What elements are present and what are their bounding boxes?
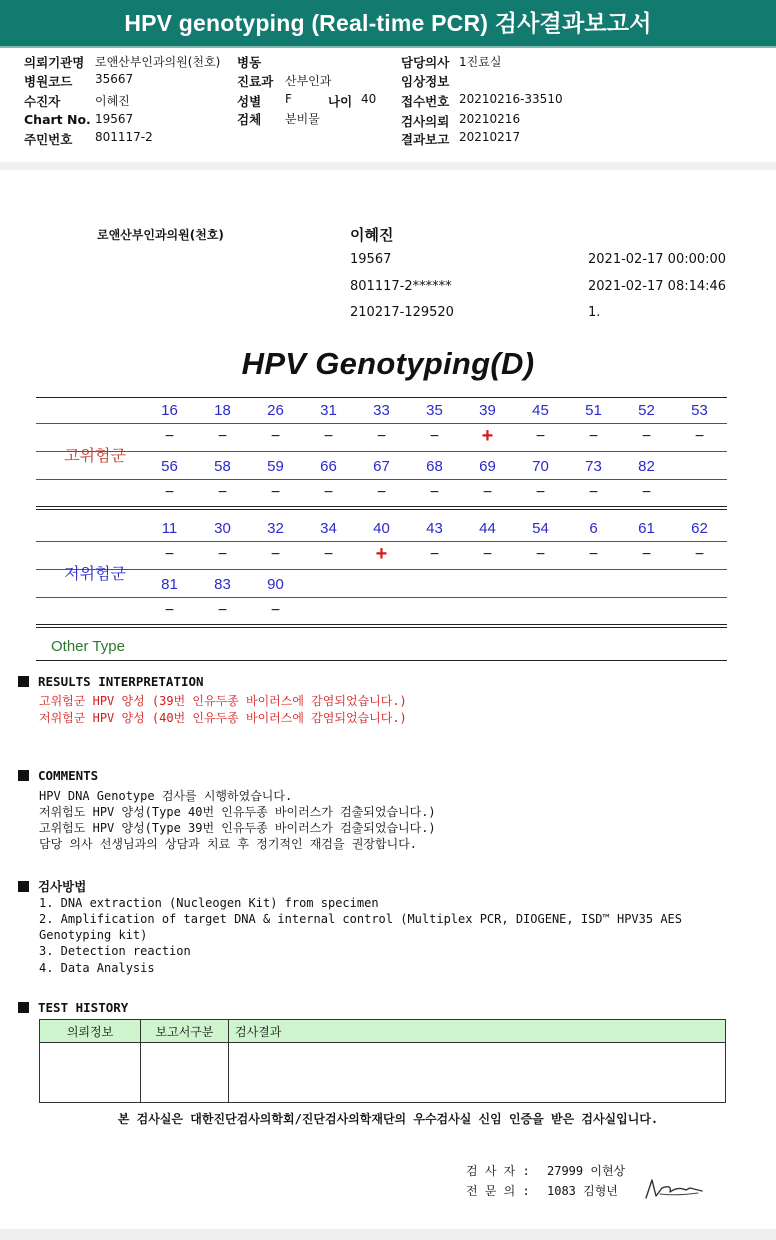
certification-note: 본 검사실은 대한진단검사의학회/진단검사의학재단의 우수검사실 신임 인증을 받은 검사실입니다. bbox=[117, 1112, 659, 1126]
high-risk-type-cell: 66 bbox=[320, 458, 337, 475]
low-risk-type-cell: 43 bbox=[426, 520, 443, 537]
low-risk-negative-result: − bbox=[323, 546, 334, 563]
other-type-line bbox=[36, 660, 727, 661]
high-risk-type-cell: 56 bbox=[161, 458, 178, 475]
high-risk-type-cell: 45 bbox=[532, 402, 549, 419]
high-risk-type-cell: 51 bbox=[585, 402, 602, 419]
signature-value-tester: 27999 이현상 bbox=[547, 1164, 626, 1178]
method-line: 1. DNA extraction (Nucleogen Kit) from specimen bbox=[39, 896, 379, 910]
method-line: 2. Amplification of target DNA & internal control (Multiplex PCR, DIOGENE, ISD™ HPV35 AES bbox=[39, 912, 682, 926]
comment-line: 담당 의사 선생님과의 상담과 치료 후 정기적인 재검을 권장합니다. bbox=[39, 837, 418, 851]
comments-heading-row bbox=[18, 768, 98, 783]
hdr-label-hospital-code: 병원코드 bbox=[24, 74, 73, 89]
low-risk-negative-result: − bbox=[429, 546, 440, 563]
low-risk-type-cell: 11 bbox=[161, 520, 178, 537]
patient-sample-no: 210217-129520 bbox=[350, 305, 454, 320]
signature-label-specialist: 전 문 의 : bbox=[466, 1184, 530, 1198]
grid-group-divider bbox=[36, 506, 727, 510]
low-risk-negative-result: − bbox=[217, 546, 228, 563]
hdr-val-hospital-code: 35667 bbox=[95, 72, 134, 86]
high-risk-type-cell: 35 bbox=[426, 402, 443, 419]
history-heading: TEST HISTORY bbox=[38, 1000, 129, 1015]
grid-line bbox=[36, 597, 727, 598]
header-separator bbox=[0, 162, 776, 170]
high-risk-negative-result: − bbox=[323, 484, 334, 501]
hdr-val-receipt-no: 20210216-33510 bbox=[459, 92, 563, 106]
low-risk-type-cell: 81 bbox=[161, 576, 178, 593]
high-risk-type-cell: 33 bbox=[373, 402, 390, 419]
low-risk-negative-result: − bbox=[641, 546, 652, 563]
history-header-row bbox=[40, 1020, 726, 1043]
low-risk-type-cell: 62 bbox=[691, 520, 708, 537]
method-heading: 검사방법 bbox=[38, 879, 87, 894]
signature-value-specialist: 1083 김형년 bbox=[547, 1184, 618, 1198]
high-risk-negative-result: − bbox=[535, 484, 546, 501]
hdr-val-dept: 산부인과 bbox=[285, 74, 332, 88]
hdr-label-sex: 성별 bbox=[237, 94, 262, 109]
high-risk-type-cell: 16 bbox=[161, 402, 178, 419]
hdr-label-doctor: 담당의사 bbox=[401, 55, 450, 70]
grid-top-line bbox=[36, 397, 727, 398]
hdr-label-clinical-info: 임상정보 bbox=[401, 74, 450, 89]
high-risk-type-cell: 59 bbox=[267, 458, 284, 475]
results-line: 저위험군 HPV 양성 (40번 인유두종 바이러스에 감염되었습니다.) bbox=[39, 711, 407, 725]
high-risk-type-cell: 67 bbox=[373, 458, 390, 475]
hdr-label-chart: Chart No. bbox=[24, 112, 91, 127]
high-risk-negative-result: − bbox=[588, 484, 599, 501]
low-risk-type-cell: 34 bbox=[320, 520, 337, 537]
patient-chart: 19567 bbox=[350, 252, 392, 267]
high-risk-negative-result: − bbox=[164, 484, 175, 501]
low-risk-negative-result: − bbox=[164, 546, 175, 563]
section-bullet-icon bbox=[18, 1002, 29, 1013]
high-risk-negative-result: − bbox=[376, 484, 387, 501]
high-risk-type-cell: 70 bbox=[532, 458, 549, 475]
patient-id-masked: 801117-2****** bbox=[350, 279, 452, 294]
grid-line bbox=[36, 541, 727, 542]
low-risk-type-cell: 40 bbox=[373, 520, 390, 537]
high-risk-negative-result: − bbox=[588, 428, 599, 445]
hdr-label-age: 나이 bbox=[328, 94, 353, 109]
hdr-label-specimen: 검체 bbox=[237, 112, 262, 127]
high-risk-type-cell: 26 bbox=[267, 402, 284, 419]
history-cell bbox=[229, 1043, 726, 1103]
high-risk-negative-result: − bbox=[217, 428, 228, 445]
high-risk-negative-result: − bbox=[641, 484, 652, 501]
low-risk-positive-result: + bbox=[375, 543, 388, 565]
low-risk-type-cell: 83 bbox=[214, 576, 231, 593]
hdr-label-patient: 수진자 bbox=[24, 94, 61, 109]
high-risk-type-cell: 58 bbox=[214, 458, 231, 475]
low-risk-negative-result: − bbox=[482, 546, 493, 563]
low-risk-negative-result: − bbox=[694, 546, 705, 563]
genotype-title: HPV Genotyping(D) bbox=[241, 346, 535, 381]
low-risk-negative-result: − bbox=[164, 602, 175, 619]
high-risk-negative-result: − bbox=[323, 428, 334, 445]
high-risk-type-cell: 73 bbox=[585, 458, 602, 475]
high-risk-negative-result: − bbox=[376, 428, 387, 445]
high-risk-type-cell: 53 bbox=[691, 402, 708, 419]
patient-date1: 2021-02-17 00:00:00 bbox=[588, 252, 727, 267]
patient-name: 이혜진 bbox=[350, 226, 394, 244]
patient-seq: 1. bbox=[588, 305, 601, 320]
hdr-val-clinic: 로앤산부인과의원(천호) bbox=[95, 55, 221, 69]
hdr-val-specimen: 분비물 bbox=[285, 112, 320, 126]
hdr-val-chart: 19567 bbox=[95, 112, 134, 126]
handwritten-signature-icon bbox=[642, 1176, 708, 1202]
low-risk-negative-result: − bbox=[217, 602, 228, 619]
high-risk-negative-result: − bbox=[482, 484, 493, 501]
low-risk-type-cell: 90 bbox=[267, 576, 284, 593]
high-risk-negative-result: − bbox=[164, 428, 175, 445]
grid-line bbox=[36, 479, 727, 480]
results-heading: RESULTS INTERPRETATION bbox=[38, 674, 204, 689]
hdr-val-sex: F bbox=[285, 92, 292, 106]
results-heading-row bbox=[18, 674, 204, 689]
high-risk-type-cell: 31 bbox=[320, 402, 337, 419]
method-line: 3. Detection reaction bbox=[39, 944, 191, 958]
grid-bottom-divider bbox=[36, 624, 727, 628]
hdr-val-age: 40 bbox=[361, 92, 377, 106]
high-risk-negative-result: − bbox=[429, 484, 440, 501]
hdr-val-request-date: 20210216 bbox=[459, 112, 521, 126]
high-risk-type-cell: 82 bbox=[638, 458, 655, 475]
hdr-val-resident-id: 801117-2 bbox=[95, 130, 153, 144]
hdr-label-request-date: 검사의뢰 bbox=[401, 114, 450, 129]
hdr-val-report-date: 20210217 bbox=[459, 130, 521, 144]
high-risk-positive-result: + bbox=[481, 425, 494, 447]
low-risk-label: 저위험군 bbox=[64, 564, 126, 583]
history-col-report-type: 보고서구분 bbox=[141, 1020, 229, 1043]
hdr-label-report-date: 결과보고 bbox=[401, 132, 450, 147]
comment-line: 저위험도 HPV 양성(Type 40번 인유두종 바이러스가 검출되었습니다.) bbox=[39, 805, 436, 819]
history-heading-row bbox=[18, 1000, 128, 1015]
low-risk-type-cell: 6 bbox=[589, 520, 598, 537]
low-risk-type-cell: 44 bbox=[479, 520, 496, 537]
comments-heading: COMMENTS bbox=[38, 768, 99, 783]
patient-date2: 2021-02-17 08:14:46 bbox=[588, 279, 727, 294]
high-risk-negative-result: − bbox=[217, 484, 228, 501]
high-risk-type-cell: 18 bbox=[214, 402, 231, 419]
test-history-table bbox=[39, 1019, 726, 1103]
low-risk-type-cell: 30 bbox=[214, 520, 231, 537]
section-bullet-icon bbox=[18, 770, 29, 781]
high-risk-type-cell: 39 bbox=[479, 402, 496, 419]
low-risk-type-cell: 32 bbox=[267, 520, 284, 537]
section-bullet-icon bbox=[18, 676, 29, 687]
grid-line bbox=[36, 423, 727, 424]
history-col-result: 검사결과 bbox=[229, 1020, 726, 1043]
high-risk-type-cell: 68 bbox=[426, 458, 443, 475]
other-type-label: Other Type bbox=[51, 638, 125, 655]
low-risk-negative-result: − bbox=[535, 546, 546, 563]
hdr-label-dept: 진료과 bbox=[237, 74, 274, 89]
patient-clinic: 로앤산부인과의원(천호) bbox=[97, 228, 224, 242]
history-cell bbox=[141, 1043, 229, 1103]
comment-line: 고위험도 HPV 양성(Type 39번 인유두종 바이러스가 검출되었습니다.) bbox=[39, 821, 436, 835]
footer-bar bbox=[0, 1229, 776, 1240]
history-cell bbox=[40, 1043, 141, 1103]
results-line: 고위험군 HPV 양성 (39번 인유두종 바이러스에 감염되었습니다.) bbox=[39, 694, 407, 708]
high-risk-type-cell: 69 bbox=[479, 458, 496, 475]
high-risk-type-cell: 52 bbox=[638, 402, 655, 419]
report-title: HPV genotyping (Real-time PCR) 검사결과보고서 bbox=[0, 0, 776, 46]
hdr-val-patient: 이혜진 bbox=[95, 94, 130, 108]
hdr-label-ward: 병동 bbox=[237, 55, 262, 70]
low-risk-type-cell: 54 bbox=[532, 520, 549, 537]
low-risk-negative-result: − bbox=[588, 546, 599, 563]
comment-line: HPV DNA Genotype 검사를 시행하였습니다. bbox=[39, 789, 293, 803]
low-risk-type-cell: 61 bbox=[638, 520, 655, 537]
high-risk-negative-result: − bbox=[429, 428, 440, 445]
high-risk-label: 고위험군 bbox=[64, 446, 126, 465]
method-heading-row bbox=[18, 877, 86, 895]
method-line: 4. Data Analysis bbox=[39, 961, 155, 975]
high-risk-negative-result: − bbox=[694, 428, 705, 445]
low-risk-negative-result: − bbox=[270, 546, 281, 563]
hdr-label-receipt-no: 접수번호 bbox=[401, 94, 450, 109]
hdr-label-clinic: 의뢰기관명 bbox=[24, 55, 85, 70]
high-risk-negative-result: − bbox=[270, 428, 281, 445]
low-risk-negative-result: − bbox=[270, 602, 281, 619]
hdr-label-resident-id: 주민번호 bbox=[24, 132, 73, 147]
high-risk-negative-result: − bbox=[270, 484, 281, 501]
signature-label-tester: 검 사 자 : bbox=[466, 1164, 530, 1178]
high-risk-negative-result: − bbox=[641, 428, 652, 445]
history-empty-row bbox=[40, 1043, 726, 1103]
hdr-val-doctor: 1진료실 bbox=[459, 55, 502, 69]
history-col-request: 의뢰정보 bbox=[40, 1020, 141, 1043]
high-risk-negative-result: − bbox=[535, 428, 546, 445]
section-bullet-icon bbox=[18, 881, 29, 892]
method-line: Genotyping kit) bbox=[39, 928, 148, 942]
